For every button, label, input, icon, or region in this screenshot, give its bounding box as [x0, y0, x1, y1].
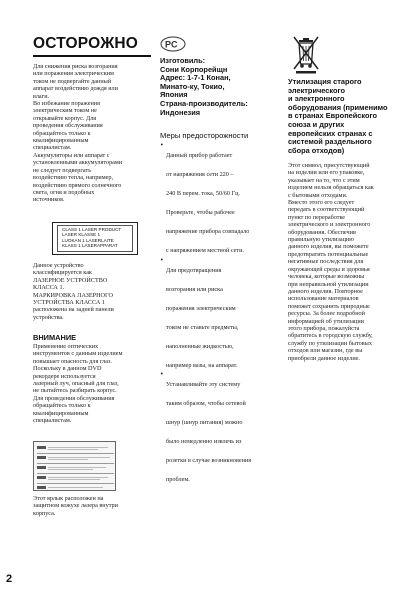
precautions-heading: Меры предосторожности: [160, 131, 249, 140]
laser-class-paragraph: Данное устройство классифицируется как ЛАЗЕРНОЕ УСТРОЙСТВО КЛАССА 1. МАРКИРОВКА ЛАЗЕРНОГО УСТРОЙСТВА КЛАССА 1 расположена на задней панели устройства.: [33, 262, 114, 321]
laser-warning-label-image: [33, 441, 116, 491]
disposal-paragraph: Этот символ, присутствующий на изделии или его упаковке, указывает на то, что с этим изделием нельзя обращаться как с бытовыми отходами. Вместо этого его следует передать в соответствующий пункт по переработке электрического и электронного оборудования. Обеспечив правильную утилизацию данного изделия, вы поможете предотвратить потенциальные негативные последствия для окружающей среды и здоровья человека, которые возможны при неправильной утилизации данного изделия. Повторное использование материалов поможет сохранить природные ресурсы. За более подробной информацией об утилизации этого прибора, пожалуйста обратитесь в городскую службу, службу по утилизации бытовых отходов или магазин, где вы приобрели данное изделие.: [288, 162, 374, 362]
label-location-caption: Этот ярлык расположен на защитном кожухе лазера внутри корпуса.: [33, 495, 118, 517]
page-title: ОСТОРОЖНО: [33, 35, 139, 52]
gost-r-certification-icon: [160, 36, 186, 52]
list-item: • Данный прибор работает от напряжения сети 220 – 240 В перем. тока, 50/60 Гц. Проверьте, чтобы рабочее напряжение прибора совпадало с напряжением местной сети.: [160, 142, 250, 254]
manufacturer-info: Изготовиль: Сони Корпорейщн Адрес: 1-7-1 Конан, Минато-ку, Токио, Япония Страна-производитель: Индонезия: [160, 56, 248, 117]
crossed-out-wheelie-bin-icon: [290, 34, 322, 74]
bullet-icon: •: [160, 142, 164, 149]
list-item: • Устанавливайте эту систему таким образом, чтобы сетевой шнур (шнур питания) можно было немедленно извлечь из розетки в случае возникновения проблем.: [160, 371, 252, 483]
page-number: 2: [6, 573, 13, 585]
list-item: • Для предотвращения возгорания или риска поражения электрическим током не ставьте предметы, наполненные жидкостью, например вазы, на аппарат.: [160, 256, 239, 369]
bullet-icon: •: [160, 371, 164, 378]
svg-text:PC: PC: [165, 39, 178, 50]
bullet-icon: •: [160, 256, 164, 264]
caution-heading: ВНИМАНИЕ: [33, 333, 77, 342]
warning-paragraph: Для снижения риска возгорания или поражения электрическим током не подвергайте данный аппарат воздействию дождя или влаги. Во избежание поражения электрическим током не открывайте корпус. Для проведения обслуживания обращайтесь только к квалифицированным специалистам. Аккумуляторы или аппарат с установленными аккумуляторами не следует подвергать воздействию тепла, например, воздействию прямого солнечного света, огня и подобных источников.: [33, 63, 123, 204]
laser-class-label-text: CLASS 1 LASER PRODUCT LASER KLASSE 1 LUOKAN 1 LASERLAITE KLASS 1 LASERAPPARAT: [57, 225, 133, 252]
title-underline: [33, 55, 151, 57]
laser-class-label: [52, 222, 138, 255]
precautions-list: [160, 142, 278, 486]
disposal-heading: Утилизация старого электрического и электронного оборудования (применимо в странах Европейского союза и других европейских странах с системой раздельного сбора отходов): [288, 77, 388, 155]
caution-paragraph: Применение оптических инструментов с данным изделием повышает опасность для глаз. Поскольку в данном DVD рекордере используется лазерный луч, опасный для глаз, не пытайтесь разбирать корпус. Для проведения обслуживания обращайтесь только к квалифицированным специалистам.: [33, 343, 123, 425]
